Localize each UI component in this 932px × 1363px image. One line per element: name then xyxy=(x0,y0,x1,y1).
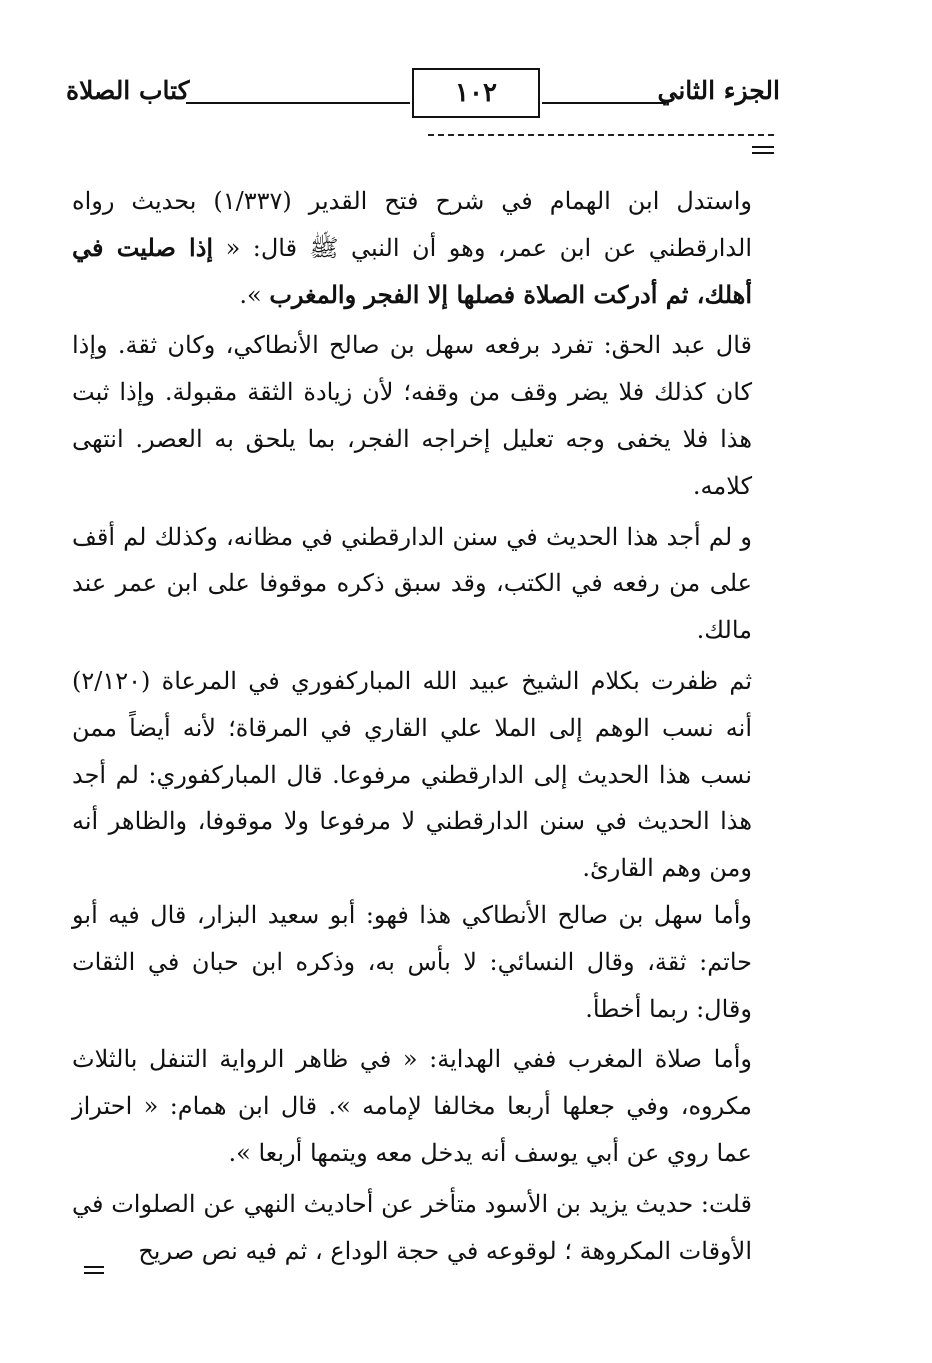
continuation-mark xyxy=(84,1266,104,1278)
page-number-box xyxy=(412,68,540,118)
header-dashed-rule xyxy=(428,134,774,136)
paragraph-7: قلت: حديث يزيد بن الأسود متأخر عن أحاديث النهي عن الصلوات في الأوقات المكروهة ؛ لوقوعه في حجة الوداع ، ثم فيه نص صريح xyxy=(72,1189,752,1265)
running-header xyxy=(66,68,780,124)
paragraph-2: قال عبد الحق: تفرد برفعه سهل بن صالح الأنطاكي، وكان ثقة. وإذا كان كذلك فلا يضر وقف من وقفه؛ لأن زيادة الثقة مقبولة. وإذا ثبت هذا فلا يخفى وجه تعليل إخراجه الفجر، بما يلحق به العصر. انتهى كلامه. xyxy=(72,331,752,500)
book-section-title: كتاب الصلاة xyxy=(66,76,190,105)
paragraph-3: و لم أجد هذا الحديث في سنن الدارقطني في مظانه، وكذلك لم أقف على من رفعه في الكتب، وقد سبق ذكره موقوفا على ابن عمر عند مالك. xyxy=(72,522,752,645)
page-number: ١٠٢ xyxy=(455,78,497,108)
header-line-right xyxy=(542,102,666,104)
hadith-quote: إذا صليت في أهلك، ثم أدركت الصلاة فصلها إلا الفجر والمغرب xyxy=(72,232,752,309)
paragraph-5: وأما سهل بن صالح الأنطاكي هذا فهو: أبو سعيد البزار، قال فيه أبو حاتم: ثقة، وقال النسائي: لا بأس به، وذكره ابن حبان في الثقات وقال: ربما أخطأ. xyxy=(72,900,752,1023)
paragraph-4: ثم ظفرت بكلام الشيخ عبيد الله المباركفوري في المرعاة (٢/١٢٠) أنه نسب الوهم إلى الملا علي القاري في المرقاة؛ لأنه أيضاً ممن نسب هذا الحديث إلى الدارقطني مرفوعا. قال المباركفوري: لم أجد هذا الحديث في سنن الدارقطني لا مرفوعا ولا موقوفا، والظاهر أنه ومن وهم القارئ. xyxy=(72,666,752,883)
header-double-dash-mark xyxy=(752,146,774,158)
body-text xyxy=(72,178,752,1278)
paragraph-6: وأما صلاة المغرب ففي الهداية: « في ظاهر الرواية التنفل بالثلاث مكروه، وفي جعلها أربعا مخالفا لإمامه ». قال ابن همام: « احتراز عما روي عن أبي يوسف أنه يدخل معه ويتمها أربعا ». xyxy=(72,1045,752,1167)
paragraph-1: واستدل ابن الهمام في شرح فتح القدير (١/٣٣٧) بحديث رواه الدارقطني عن ابن عمر، وهو أن النبي ﷺ قال: « إذا صليت في أهلك، ثم أدركت الصلاة فصلها إلا الفجر والمغرب ». xyxy=(72,187,753,309)
header-line-left xyxy=(186,102,410,104)
volume-title: الجزء الثاني xyxy=(657,76,780,105)
